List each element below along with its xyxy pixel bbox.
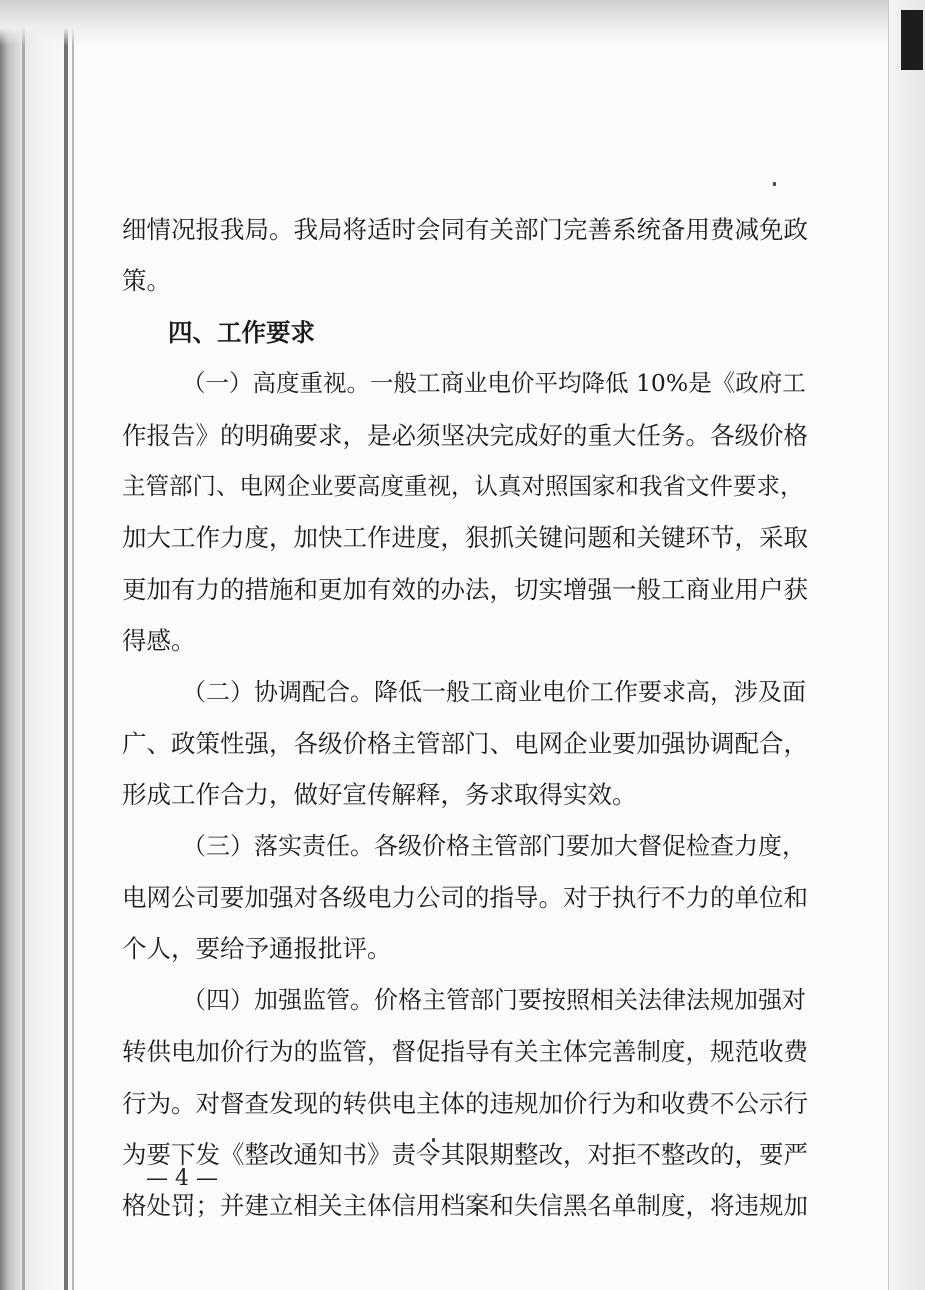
paragraph-first-line: （三）落实责任。各级价格主管部门要加大督促检查力度， (182, 831, 806, 860)
text-line: 转供电加价行为的监管，督促指导有关主体完善制度，规范收费 (122, 1037, 808, 1067)
binding-line (64, 0, 68, 1290)
paragraph-first-line: （二）协调配合。降低一般工商业电价工作要求高，涉及面 (182, 677, 806, 706)
scan-edge-mark (901, 10, 923, 70)
section-heading: 四、工作要求 (168, 317, 315, 347)
scan-speck (773, 182, 776, 186)
paragraph-first-line: （一）高度重视。一般工商业电价平均降低 10%是《政府工 (182, 369, 806, 398)
text-line: 格处罚；并建立相关主体信用档案和失信黑名单制度，将违规加 (122, 1191, 808, 1221)
scan-shadow (0, 0, 925, 46)
page-number: — 4 — (146, 1166, 218, 1191)
text-line: 为要下发《整改通知书》责令其限期整改，对拒不整改的，要严 (122, 1140, 808, 1170)
paragraph-first-line: （四）加强监管。价格主管部门要按照相关法律法规加强对 (182, 985, 806, 1014)
binding-line (22, 0, 25, 1290)
text-line: 作报告》的明确要求，是必须坚决完成好的重大任务。各级价格 (122, 420, 808, 450)
text-line: 细情况报我局。我局将适时会同有关部门完善系统备用费减免政 (122, 215, 808, 244)
text-line: 得感。 (122, 626, 196, 656)
text-line: 加大工作力度，加快工作进度，狠抓关键问题和关键环节，采取 (122, 523, 808, 553)
text-line: 策。 (122, 266, 171, 296)
text-line: 形成工作合力，做好宣传解释，务求取得实效。 (122, 780, 637, 810)
scan-edge-strip (888, 0, 925, 1290)
binding-line (72, 0, 74, 1290)
text-line: 个人，要给予通报批评。 (122, 934, 392, 964)
text-line: 行为。对督查发现的转供电主体的违规加价行为和收费不公示行 (122, 1088, 808, 1118)
text-line: 广、政策性强，各级价格主管部门、电网企业要加强协调配合， (122, 728, 808, 758)
text-line: 更加有力的措施和更加有效的办法，切实增强一般工商业用户获 (122, 574, 808, 604)
text-line: 主管部门、电网企业要高度重视，认真对照国家和我省文件要求， (122, 471, 804, 500)
text-line: 电网公司要加强对各级电力公司的指导。对于执行不力的单位和 (122, 883, 808, 913)
body-text (122, 204, 808, 1232)
